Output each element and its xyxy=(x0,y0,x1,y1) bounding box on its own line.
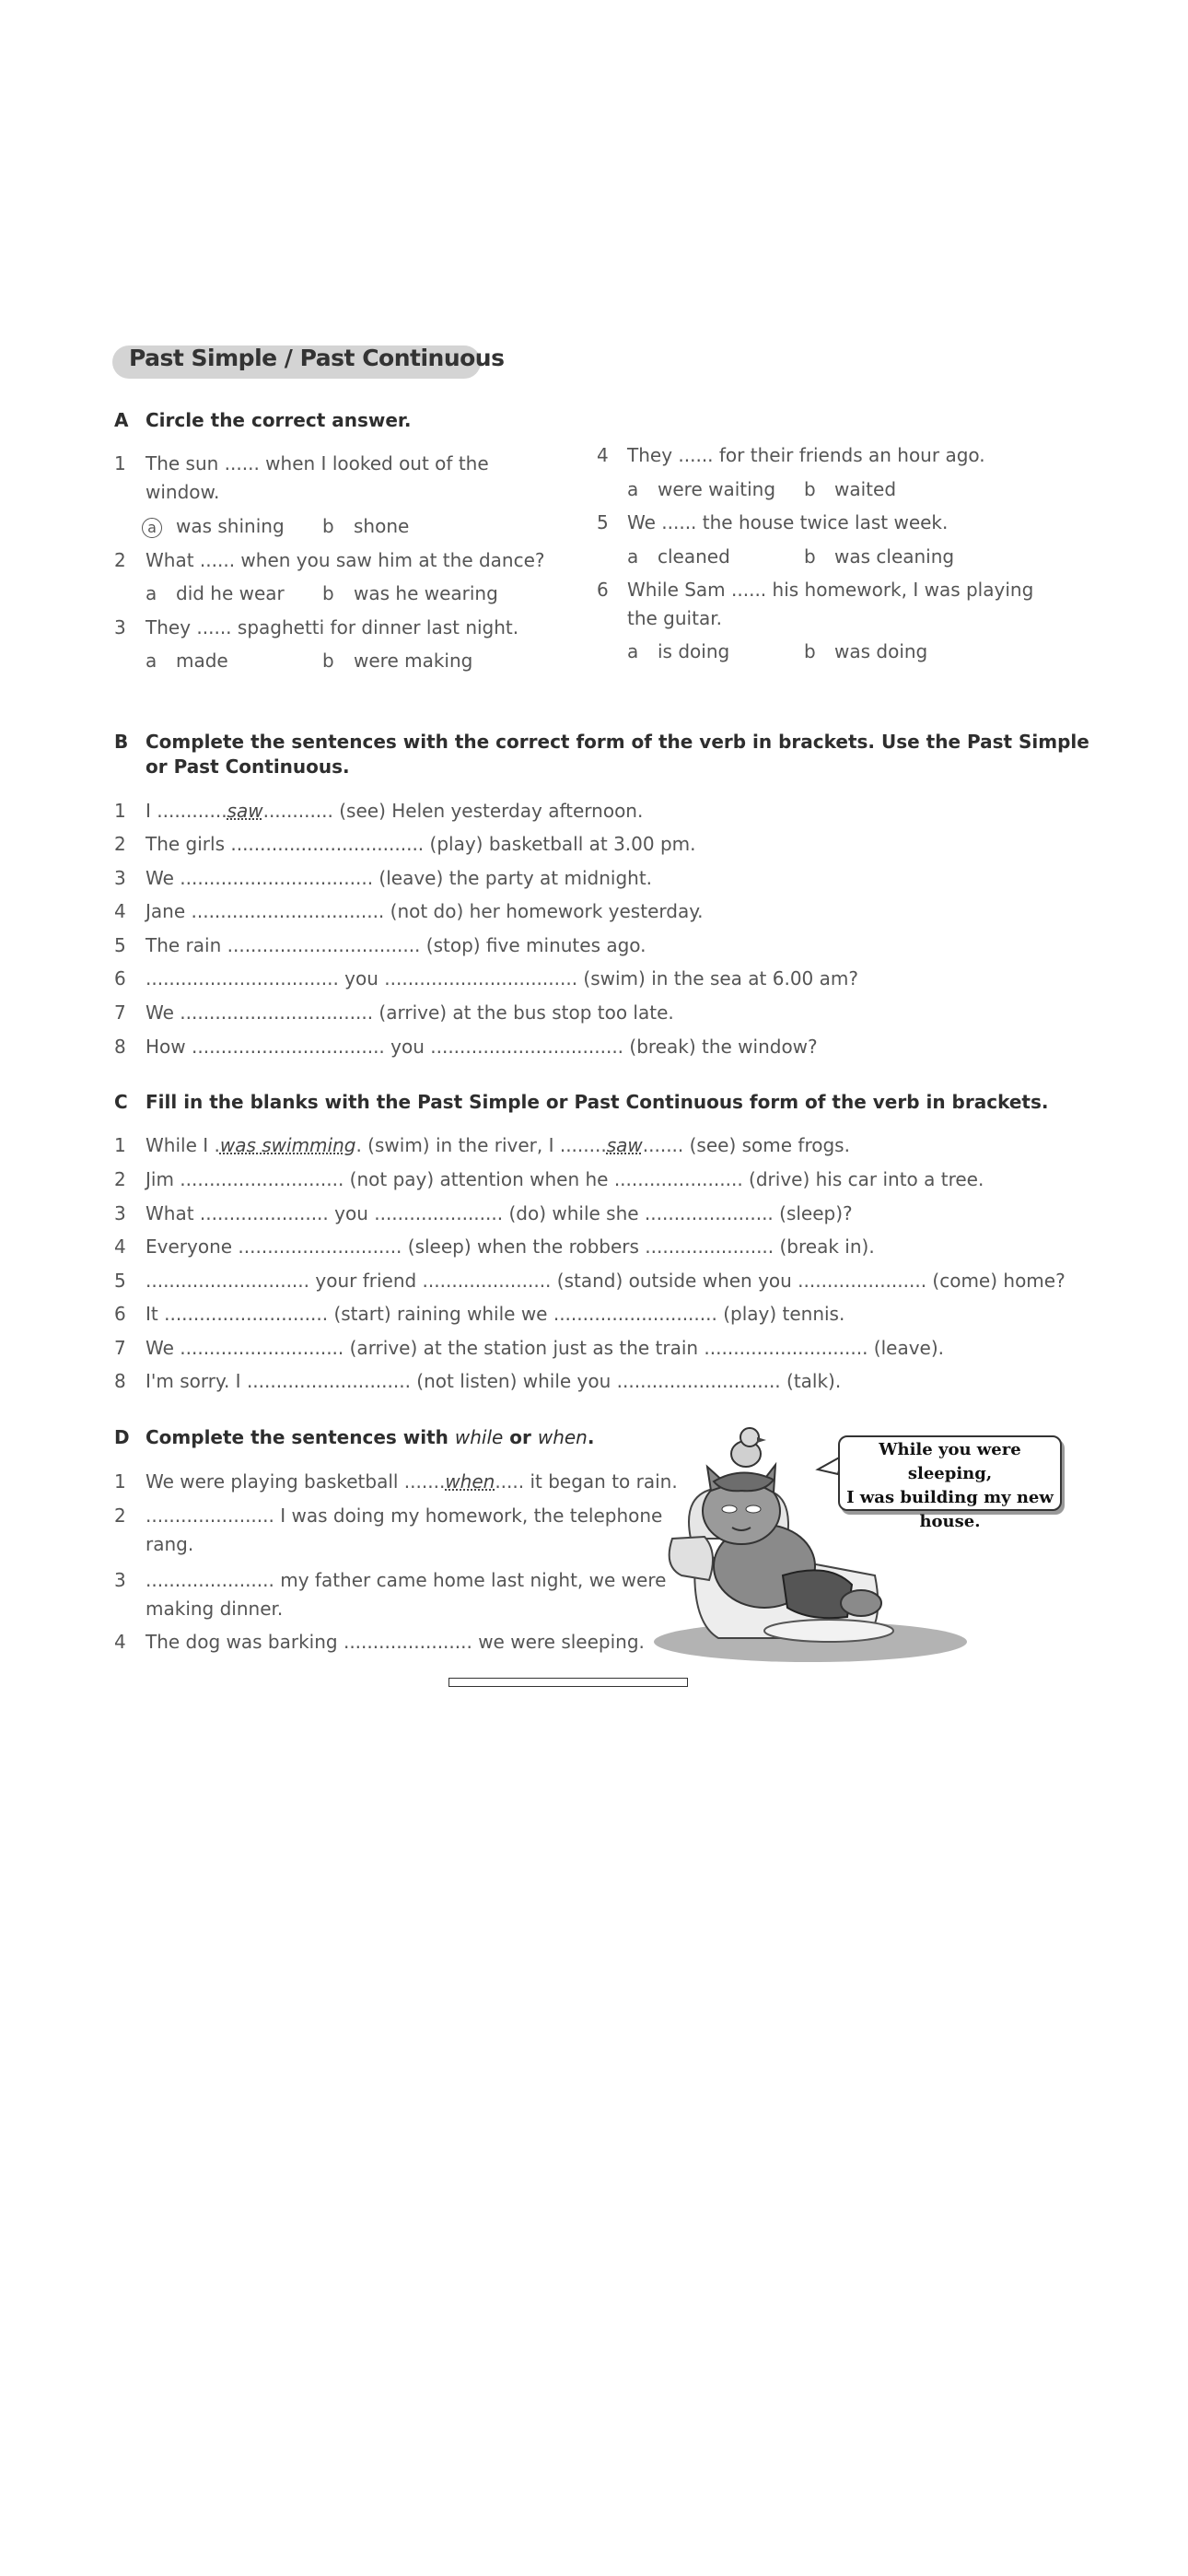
a6-number: 6 xyxy=(597,579,609,601)
d1-number: 1 xyxy=(114,1470,126,1493)
d4-line1[interactable]: The dog was barking ...................... we were sleeping. xyxy=(146,1631,645,1653)
c1-answer2[interactable]: saw xyxy=(606,1134,643,1156)
a2-option-a[interactable]: a xyxy=(146,582,157,604)
c1-number: 1 xyxy=(114,1134,126,1156)
bubble-line1: While you were sleeping, xyxy=(879,1440,1021,1483)
a1-line1: The sun ...... when I looked out of the xyxy=(146,452,489,474)
a1-line2: window. xyxy=(146,481,220,503)
c8-sentence[interactable]: I'm sorry. I ............................ (not listen) while you ............................ (talk). xyxy=(146,1370,842,1392)
bird-head xyxy=(740,1428,759,1446)
d2-line1[interactable]: ...................... I was doing my homework, the telephone xyxy=(146,1505,663,1527)
c5-number: 5 xyxy=(114,1270,126,1292)
cat-shorts xyxy=(783,1570,852,1618)
c3-sentence[interactable]: What ...................... you ...................... (do) while she ...................... (sleep)? xyxy=(146,1202,853,1224)
b1-sentence: I ............saw............ (see) Helen yesterday afternoon. xyxy=(146,800,644,822)
a2-option-a-text: did he wear xyxy=(176,582,285,604)
b2-number: 2 xyxy=(114,833,126,855)
a3-number: 3 xyxy=(114,616,126,638)
a4-line1: They ...... for their friends an hour ago. xyxy=(627,444,985,466)
c1-answer1[interactable]: was swimming xyxy=(219,1134,356,1156)
a6-line2: the guitar. xyxy=(627,607,722,629)
d3-line2: making dinner. xyxy=(146,1598,284,1620)
section-c-heading: Fill in the blanks with the Past Simple or Past Continuous form of the verb in brackets. xyxy=(146,1091,1049,1113)
c2-number: 2 xyxy=(114,1168,126,1190)
b7-number: 7 xyxy=(114,1001,126,1024)
section-b-letter: B xyxy=(114,731,129,753)
a1-option-a[interactable] xyxy=(142,515,162,538)
c7-sentence[interactable]: We ............................ (arrive) at the station just as the train ............................ (leave). xyxy=(146,1337,945,1359)
a3-option-b-text: were making xyxy=(354,650,473,672)
b4-number: 4 xyxy=(114,900,126,922)
d1-sentence: We were playing basketball .......when..... it began to rain. xyxy=(146,1470,678,1493)
b8-sentence[interactable]: How ................................. you ................................. (break) the window? xyxy=(146,1036,818,1058)
a4-number: 4 xyxy=(597,444,609,466)
a1-circled-letter: a xyxy=(142,518,162,538)
c2-sentence[interactable]: Jim ............................ (not pay) attention when he ...................... (drive) his car into a tree. xyxy=(146,1168,984,1190)
c4-number: 4 xyxy=(114,1235,126,1258)
a4-option-b-text: waited xyxy=(834,478,897,500)
cat-eye-right xyxy=(746,1505,761,1513)
a6-option-a-text: is doing xyxy=(658,640,730,662)
bubble-line3: house. xyxy=(919,1512,981,1531)
b2-sentence[interactable]: The girls ................................. (play) basketball at 3.00 pm. xyxy=(146,833,696,855)
a4-option-b[interactable]: b xyxy=(804,478,816,500)
a6-option-b[interactable]: b xyxy=(804,640,816,662)
a1-number: 1 xyxy=(114,452,126,474)
a3-line1: They ...... spaghetti for dinner last night. xyxy=(146,616,519,638)
section-b-heading-line2: or Past Continuous. xyxy=(146,755,350,778)
a1-option-a-text: was shining xyxy=(176,515,285,537)
a1-option-b[interactable]: b xyxy=(322,515,334,537)
a2-line1: What ...... when you saw him at the dance? xyxy=(146,549,545,571)
d2-number: 2 xyxy=(114,1505,126,1527)
bird-nest xyxy=(714,1472,774,1491)
b3-number: 3 xyxy=(114,867,126,889)
c5-sentence[interactable]: ............................ your friend ...................... (stand) outside when you ...................... (come) home? xyxy=(146,1270,1066,1292)
a6-option-a[interactable]: a xyxy=(627,640,639,662)
a5-option-b[interactable]: b xyxy=(804,545,816,568)
a2-option-b-text: was he wearing xyxy=(354,582,498,604)
footer-strip xyxy=(448,1678,688,1687)
c8-number: 8 xyxy=(114,1370,126,1392)
d4-number: 4 xyxy=(114,1631,126,1653)
cat-foot xyxy=(841,1590,881,1616)
a3-option-a-text: made xyxy=(176,650,228,672)
b6-sentence[interactable]: ................................. you ................................. (swim) in the sea at 6.00 am? xyxy=(146,967,858,989)
d2-line2: rang. xyxy=(146,1533,194,1555)
d3-line1[interactable]: ...................... my father came home last night, we were xyxy=(146,1569,667,1591)
b1-number: 1 xyxy=(114,800,126,822)
a2-number: 2 xyxy=(114,549,126,571)
section-a-heading: Circle the correct answer. xyxy=(146,409,412,431)
a6-option-b-text: was doing xyxy=(834,640,928,662)
b1-answer[interactable]: saw xyxy=(227,800,263,822)
b5-number: 5 xyxy=(114,934,126,956)
section-d-heading: Complete the sentences with while or when. xyxy=(146,1426,595,1448)
b8-number: 8 xyxy=(114,1036,126,1058)
speech-bubble xyxy=(838,1435,1062,1531)
a4-option-a[interactable]: a xyxy=(627,478,639,500)
a3-option-a[interactable]: a xyxy=(146,650,157,672)
section-d-letter: D xyxy=(114,1426,130,1448)
section-c-letter: C xyxy=(114,1091,128,1113)
a2-option-b[interactable]: b xyxy=(322,582,334,604)
b5-sentence[interactable]: The rain ................................. (stop) five minutes ago. xyxy=(146,934,646,956)
c7-number: 7 xyxy=(114,1337,126,1359)
c1-sentence: While I .was swimming. (swim) in the river, I ........saw....... (see) some frogs. xyxy=(146,1134,850,1156)
a1-option-b-text: shone xyxy=(354,515,410,537)
c3-number: 3 xyxy=(114,1202,126,1224)
d3-number: 3 xyxy=(114,1569,126,1591)
b3-sentence[interactable]: We ................................. (leave) the party at midnight. xyxy=(146,867,653,889)
a6-line1: While Sam ...... his homework, I was playing xyxy=(627,579,1034,601)
a5-option-a-text: cleaned xyxy=(658,545,730,568)
a5-number: 5 xyxy=(597,511,609,533)
a5-option-a[interactable]: a xyxy=(627,545,639,568)
a5-option-b-text: was cleaning xyxy=(834,545,955,568)
c6-sentence[interactable]: It ............................ (start) raining while we ............................ (play) tennis. xyxy=(146,1303,845,1325)
section-b-heading-line1: Complete the sentences with the correct form of the verb in brackets. Use the Past Simple xyxy=(146,731,1089,753)
page-title: Past Simple / Past Continuous xyxy=(129,345,505,371)
b7-sentence[interactable]: We ................................. (arrive) at the bus stop too late. xyxy=(146,1001,674,1024)
cushion xyxy=(764,1620,893,1642)
a4-option-a-text: were waiting xyxy=(658,478,776,500)
bubble-line2: I was building my new xyxy=(846,1488,1054,1507)
c6-number: 6 xyxy=(114,1303,126,1325)
b6-number: 6 xyxy=(114,967,126,989)
b4-sentence[interactable]: Jane ................................. (not do) her homework yesterday. xyxy=(146,900,704,922)
cat-eye-left xyxy=(722,1505,737,1513)
a5-line1: We ...... the house twice last week. xyxy=(627,511,949,533)
section-a-letter: A xyxy=(114,409,129,431)
bird-beak xyxy=(757,1437,766,1443)
a3-option-b[interactable]: b xyxy=(322,650,334,672)
d1-answer[interactable]: when xyxy=(445,1470,495,1493)
c4-sentence[interactable]: Everyone ............................ (sleep) when the robbers ...................... (break in). xyxy=(146,1235,875,1258)
armchair-arm xyxy=(670,1537,713,1580)
